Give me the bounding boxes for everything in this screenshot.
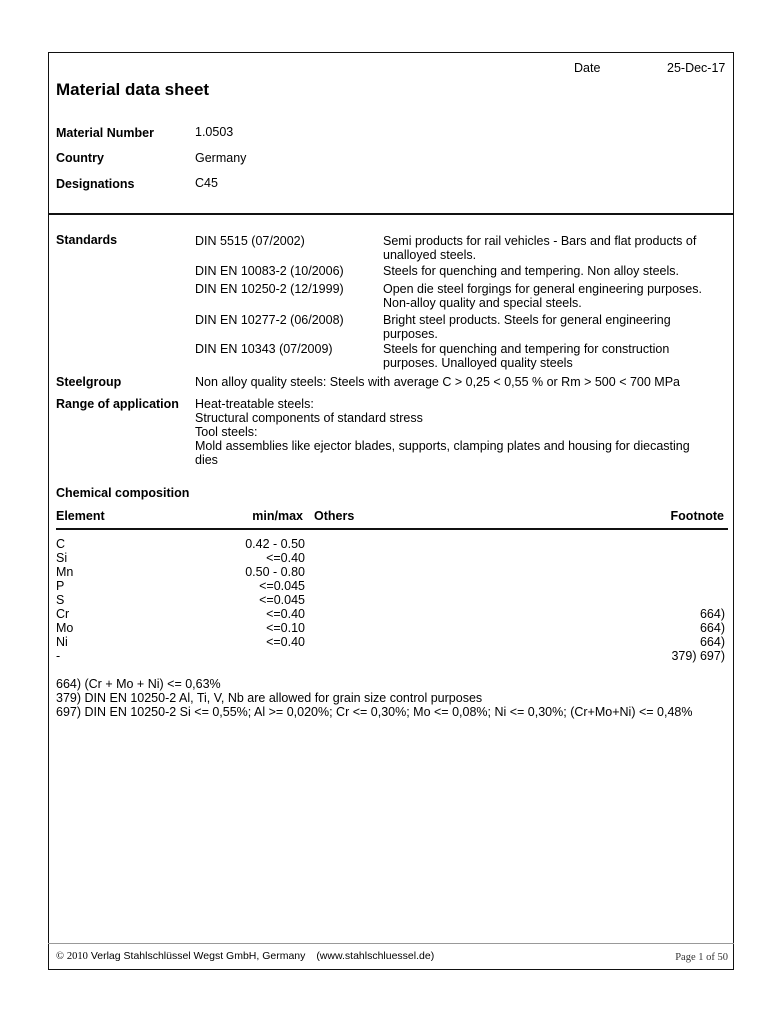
column-header-others: Others bbox=[314, 509, 355, 523]
range-lines bbox=[195, 397, 690, 467]
range-label: Range of application bbox=[56, 397, 179, 411]
copyright-symbol: © bbox=[56, 951, 64, 962]
standard-item bbox=[195, 234, 720, 264]
element-name: Ni bbox=[56, 635, 68, 649]
element-value: <=0.40 bbox=[266, 551, 305, 565]
element-value: <=0.40 bbox=[266, 607, 305, 621]
standard-code: DIN EN 10083-2 (10/2006) bbox=[195, 264, 344, 278]
element-value: 0.50 - 0.80 bbox=[245, 565, 305, 579]
standard-description: Semi products for rail vehicles - Bars and flat products of unalloyed steels. bbox=[383, 234, 697, 262]
table-row bbox=[56, 537, 725, 551]
table-row bbox=[56, 579, 725, 593]
element-name: Mn bbox=[56, 565, 74, 579]
standard-code: DIN EN 10343 (07/2009) bbox=[195, 342, 333, 356]
element-name: Mo bbox=[56, 621, 74, 635]
range-line: Mold assemblies like ejector blades, supports, clamping plates and housing for diecasting bbox=[195, 439, 690, 453]
element-name: P bbox=[56, 579, 65, 593]
table-header-divider bbox=[56, 528, 728, 530]
steelgroup-label: Steelgroup bbox=[56, 375, 122, 389]
country-label: Country bbox=[56, 151, 104, 165]
standard-description: Steels for quenching and tempering for construction purposes. Unalloyed quality steels bbox=[383, 342, 670, 370]
element-name: - bbox=[56, 649, 61, 663]
table-row bbox=[56, 565, 725, 579]
standards-label: Standards bbox=[56, 233, 118, 247]
table-row bbox=[56, 607, 725, 621]
footnote-664: 664) (Cr + Mo + Ni) <= 0,63% bbox=[56, 677, 221, 691]
range-line: dies bbox=[195, 453, 218, 467]
table-row bbox=[56, 551, 725, 565]
footer-divider bbox=[48, 943, 734, 944]
standard-description: Steels for quenching and tempering. Non alloy steels. bbox=[383, 264, 680, 278]
column-header-minmax: min/max bbox=[252, 509, 303, 523]
standard-item bbox=[195, 282, 720, 312]
page-title: Material data sheet bbox=[56, 80, 210, 99]
element-name: C bbox=[56, 537, 66, 551]
footer-copyright bbox=[56, 950, 434, 962]
range-line: Heat-treatable steels: bbox=[195, 397, 314, 411]
table-row bbox=[56, 593, 725, 607]
date-value: 25-Dec-17 bbox=[667, 61, 726, 75]
standard-code: DIN 5515 (07/2002) bbox=[195, 234, 305, 248]
standard-item bbox=[195, 264, 720, 280]
range-line: Tool steels: bbox=[195, 425, 258, 439]
table-row bbox=[56, 621, 725, 635]
element-value: <=0.40 bbox=[266, 635, 305, 649]
material-number-value: 1.0503 bbox=[195, 125, 234, 139]
publisher-name: Verlag Stahlschlüssel Wegst GmbH, Germany bbox=[90, 950, 306, 962]
element-name: S bbox=[56, 593, 65, 607]
standard-description: Bright steel products. Steels for general engineering purposes. bbox=[383, 313, 671, 341]
standard-description: Open die steel forgings for general engineering purposes. Non-alloy quality and special steels. bbox=[383, 282, 702, 310]
element-name: Cr bbox=[56, 607, 70, 621]
footnote-697: 697) DIN EN 10250-2 Si <= 0,55%; Al >= 0,020%; Cr <= 0,30%; Mo <= 0,08%; Ni <= 0,30%; (Cr+Mo+Ni) <= 0,48% bbox=[56, 705, 693, 719]
composition-title: Chemical composition bbox=[56, 486, 190, 500]
designations-value: C45 bbox=[195, 176, 218, 190]
footnote-379: 379) DIN EN 10250-2 Al, Ti, V, Nb are allowed for grain size control purposes bbox=[56, 691, 483, 705]
column-header-element: Element bbox=[56, 509, 105, 523]
copyright-year: 2010 bbox=[66, 951, 88, 962]
element-footnote: 664) bbox=[699, 635, 725, 649]
date-label: Date bbox=[574, 61, 601, 75]
designations-label: Designations bbox=[56, 177, 135, 191]
publisher-website: (www.stahlschluessel.de) bbox=[316, 950, 435, 962]
page-number: Page 1 of 50 bbox=[675, 952, 728, 963]
material-number-label: Material Number bbox=[56, 126, 154, 140]
element-footnote: 664) bbox=[699, 621, 725, 635]
range-line: Structural components of standard stress bbox=[195, 411, 423, 425]
column-header-footnote: Footnote bbox=[670, 509, 724, 523]
table-row bbox=[56, 649, 725, 663]
standard-item bbox=[195, 313, 720, 343]
table-row bbox=[56, 635, 725, 649]
element-footnote: 664) bbox=[699, 607, 725, 621]
steelgroup-value: Non alloy quality steels: Steels with average C > 0,25 < 0,55 % or Rm > 500 < 700 MPa bbox=[195, 375, 680, 389]
standard-code: DIN EN 10277-2 (06/2008) bbox=[195, 313, 344, 327]
element-value: 0.42 - 0.50 bbox=[245, 537, 305, 551]
country-value: Germany bbox=[195, 151, 247, 165]
element-value: <=0.045 bbox=[259, 593, 305, 607]
standard-item bbox=[195, 342, 720, 372]
element-value: <=0.10 bbox=[266, 621, 305, 635]
element-value: <=0.045 bbox=[259, 579, 305, 593]
element-footnote: 379) 697) bbox=[671, 649, 725, 663]
standard-code: DIN EN 10250-2 (12/1999) bbox=[195, 282, 344, 296]
element-name: Si bbox=[56, 551, 68, 565]
